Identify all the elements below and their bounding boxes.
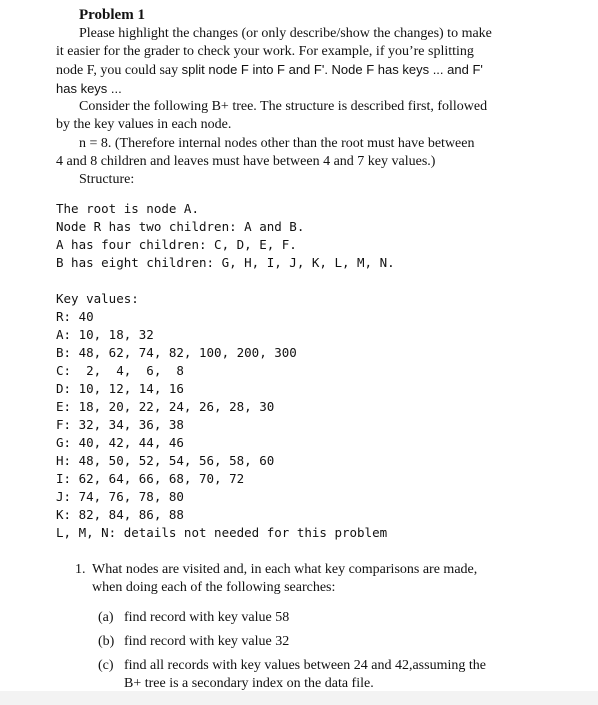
instruction-line-3-text: node F, you could say bbox=[56, 63, 182, 78]
subquestion-b-label: (b) bbox=[98, 634, 115, 649]
key-line-e: E: 18, 20, 22, 24, 26, 28, 30 bbox=[56, 399, 275, 414]
subquestion-c-text-line-2: B+ tree is a secondary index on the data file. bbox=[124, 676, 374, 691]
key-line-i: I: 62, 64, 66, 68, 70, 72 bbox=[56, 471, 245, 486]
subquestion-a-label: (a) bbox=[98, 610, 114, 625]
subquestion-c-text-line-1: find all records with key values between 24 and 42,assuming the bbox=[124, 658, 486, 673]
key-line-h: H: 48, 50, 52, 54, 56, 58, 60 bbox=[56, 453, 275, 468]
structure-line-2: Node R has two children: A and B. bbox=[56, 219, 305, 234]
instruction-line-1: Please highlight the changes (or only describe/show the changes) to make bbox=[79, 26, 492, 41]
subquestion-a-text: find record with key value 58 bbox=[124, 610, 290, 625]
instruction-line-3 bbox=[56, 61, 483, 80]
instruction-line-2: it easier for the grader to check your work. For example, if you’re splitting bbox=[56, 44, 474, 59]
structure-label: Structure: bbox=[79, 172, 135, 187]
key-line-j: J: 74, 76, 78, 80 bbox=[56, 489, 184, 504]
question-1-line-1: What nodes are visited and, in each what key comparisons are made, bbox=[92, 562, 478, 577]
question-1-number: 1. bbox=[75, 562, 86, 577]
structure-line-3: A has four children: C, D, E, F. bbox=[56, 237, 297, 252]
structure-line-1: The root is node A. bbox=[56, 201, 199, 216]
subquestion-b-text: find record with key value 32 bbox=[124, 634, 290, 649]
key-line-d: D: 10, 12, 14, 16 bbox=[56, 381, 184, 396]
key-line-a: A: 10, 18, 32 bbox=[56, 327, 154, 342]
key-line-c: C: 2, 4, 6, 8 bbox=[56, 363, 184, 378]
key-line-f: F: 32, 34, 36, 38 bbox=[56, 417, 184, 432]
key-line-lmn: L, M, N: details not needed for this problem bbox=[56, 525, 388, 540]
split-example-text: split node F into F and F'. Node F has keys ... and F' bbox=[181, 62, 483, 77]
key-line-b: B: 48, 62, 74, 82, 100, 200, 300 bbox=[56, 345, 297, 360]
key-line-r: R: 40 bbox=[56, 309, 94, 324]
subquestion-c-label: (c) bbox=[98, 658, 114, 673]
consider-line-2: by the key values in each node. bbox=[56, 117, 232, 132]
key-values-header: Key values: bbox=[56, 291, 139, 306]
problem-title: Problem 1 bbox=[79, 7, 145, 23]
n-line-1: n = 8. (Therefore internal nodes other than the root must have between bbox=[79, 136, 475, 151]
consider-line-1: Consider the following B+ tree. The structure is described first, followed bbox=[79, 99, 488, 114]
n-line-2: 4 and 8 children and leaves must have between 4 and 7 key values.) bbox=[56, 154, 436, 169]
key-line-g: G: 40, 42, 44, 46 bbox=[56, 435, 184, 450]
question-1-line-2: when doing each of the following searches: bbox=[92, 580, 336, 595]
bottom-page-strip bbox=[0, 691, 598, 705]
instruction-line-4: has keys ... bbox=[56, 81, 122, 96]
structure-line-4: B has eight children: G, H, I, J, K, L, M, N. bbox=[56, 255, 395, 270]
key-line-k: K: 82, 84, 86, 88 bbox=[56, 507, 184, 522]
